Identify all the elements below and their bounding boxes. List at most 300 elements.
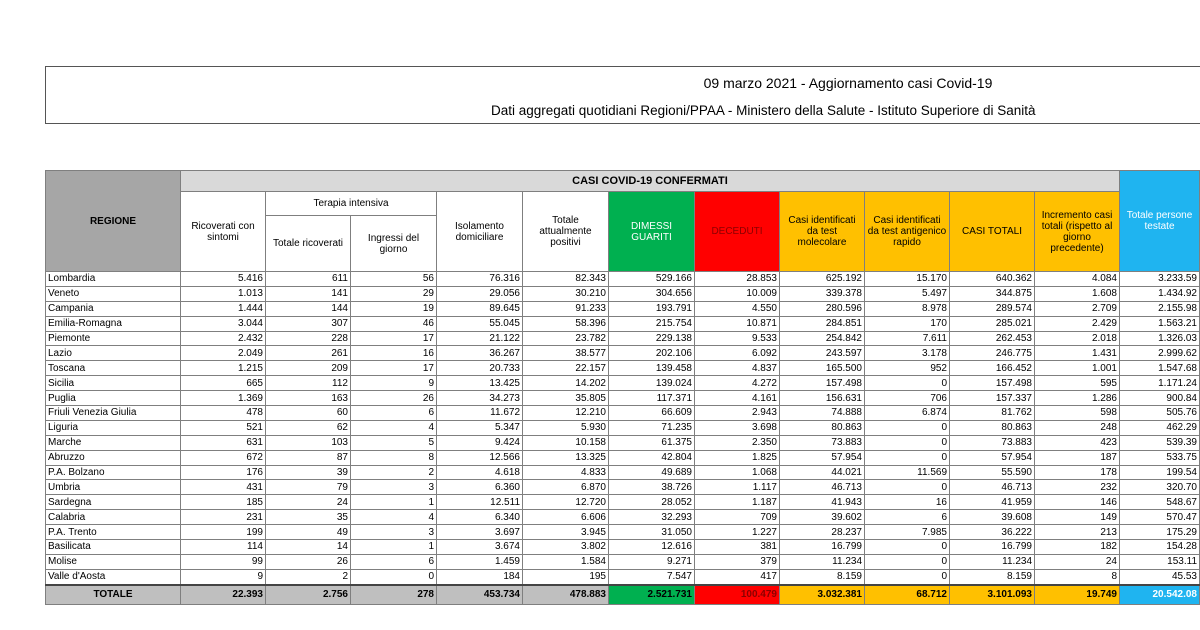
table-cell: 35: [266, 510, 351, 525]
header-antigenico: Casi identificati da test antigenico rapido: [865, 192, 950, 272]
table-row: [46, 301, 1200, 316]
table-cell: 87: [266, 450, 351, 465]
table-row: [46, 361, 1200, 376]
table-cell: 34.273: [437, 391, 523, 406]
table-cell: 1.171.24: [1120, 376, 1200, 391]
table-cell: 1.563.21: [1120, 316, 1200, 331]
table-cell: 46.713: [780, 480, 865, 495]
table-cell: 4.161: [695, 391, 780, 406]
table-cell: 15.170: [865, 272, 950, 287]
table-cell: 8: [1035, 569, 1120, 584]
table-cell: 28.237: [780, 525, 865, 540]
table-cell: 539.39: [1120, 435, 1200, 450]
table-cell: 215.754: [609, 316, 695, 331]
table-cell: 229.138: [609, 331, 695, 346]
table-cell: 154.28: [1120, 540, 1200, 555]
region-name: Friuli Venezia Giulia: [46, 406, 181, 421]
total-cell: 2.756: [266, 585, 351, 605]
table-cell: 631: [181, 435, 266, 450]
table-cell: 57.954: [950, 450, 1035, 465]
table-cell: 89.645: [437, 301, 523, 316]
table-cell: 20.733: [437, 361, 523, 376]
table-cell: 56: [351, 272, 437, 287]
table-cell: 505.76: [1120, 406, 1200, 421]
table-row: [46, 286, 1200, 301]
table-row: [46, 495, 1200, 510]
table-row: [46, 406, 1200, 421]
table-cell: 0: [865, 569, 950, 584]
table-cell: 665: [181, 376, 266, 391]
table-cell: 6: [351, 554, 437, 569]
table-row: [46, 540, 1200, 555]
total-cell: 2.521.731: [609, 585, 695, 605]
table-cell: 57.954: [780, 450, 865, 465]
table-cell: 11.569: [865, 465, 950, 480]
table-cell: 0: [351, 569, 437, 584]
table-cell: 1.068: [695, 465, 780, 480]
table-cell: 79: [266, 480, 351, 495]
table-cell: 157.337: [950, 391, 1035, 406]
header-casi-confermati: CASI COVID-19 CONFERMATI: [181, 171, 1120, 192]
region-name: Valle d'Aosta: [46, 569, 181, 584]
total-cell: 19.749: [1035, 585, 1120, 605]
table-cell: 339.378: [780, 286, 865, 301]
table-cell: 431: [181, 480, 266, 495]
table-cell: 417: [695, 569, 780, 584]
table-cell: 4.084: [1035, 272, 1120, 287]
table-row: [46, 480, 1200, 495]
table-cell: 13.425: [437, 376, 523, 391]
table-cell: 73.883: [780, 435, 865, 450]
total-label: TOTALE: [46, 585, 181, 605]
table-cell: 81.762: [950, 406, 1035, 421]
table-cell: 16: [351, 346, 437, 361]
table-cell: 175.29: [1120, 525, 1200, 540]
table-cell: 112: [266, 376, 351, 391]
table-cell: 82.343: [523, 272, 609, 287]
table-cell: 99: [181, 554, 266, 569]
table-cell: 3: [351, 525, 437, 540]
table-cell: 10.158: [523, 435, 609, 450]
total-cell: 20.542.08: [1120, 585, 1200, 605]
table-cell: 672: [181, 450, 266, 465]
table-cell: 46.713: [950, 480, 1035, 495]
table-cell: 17: [351, 331, 437, 346]
table-cell: 176: [181, 465, 266, 480]
table-cell: 1.547.68: [1120, 361, 1200, 376]
table-row: [46, 346, 1200, 361]
table-row: [46, 525, 1200, 540]
table-cell: 4: [351, 420, 437, 435]
header-ricoverati: Ricoverati con sintomi: [181, 192, 266, 272]
table-cell: 11.234: [950, 554, 1035, 569]
table-cell: 16.799: [780, 540, 865, 555]
total-cell: 3.101.093: [950, 585, 1035, 605]
table-cell: 5: [351, 435, 437, 450]
table-cell: 1.001: [1035, 361, 1120, 376]
table-cell: 29.056: [437, 286, 523, 301]
table-cell: 0: [865, 480, 950, 495]
table-cell: 38.577: [523, 346, 609, 361]
table-cell: 61.375: [609, 435, 695, 450]
table-cell: 285.021: [950, 316, 1035, 331]
table-row: [46, 450, 1200, 465]
table-cell: 611: [266, 272, 351, 287]
total-cell: 68.712: [865, 585, 950, 605]
table-cell: 1.444: [181, 301, 266, 316]
region-name: Abruzzo: [46, 450, 181, 465]
table-cell: 76.316: [437, 272, 523, 287]
table-cell: 2.943: [695, 406, 780, 421]
table-cell: 952: [865, 361, 950, 376]
table-cell: 44.021: [780, 465, 865, 480]
table-cell: 3.945: [523, 525, 609, 540]
table-cell: 625.192: [780, 272, 865, 287]
table-cell: 8.159: [780, 569, 865, 584]
table-cell: 6.092: [695, 346, 780, 361]
table-cell: 344.875: [950, 286, 1035, 301]
table-cell: 21.122: [437, 331, 523, 346]
region-name: Toscana: [46, 361, 181, 376]
table-cell: 1.326.03: [1120, 331, 1200, 346]
table-cell: 13.325: [523, 450, 609, 465]
total-row: [46, 585, 1200, 605]
table-cell: 5.416: [181, 272, 266, 287]
table-cell: 1.215: [181, 361, 266, 376]
table-cell: 379: [695, 554, 780, 569]
table-row: [46, 272, 1200, 287]
table-cell: 16.799: [950, 540, 1035, 555]
table-cell: 2: [351, 465, 437, 480]
table-cell: 178: [1035, 465, 1120, 480]
table-cell: 1: [351, 540, 437, 555]
table-cell: 39: [266, 465, 351, 480]
table-cell: 709: [695, 510, 780, 525]
table-cell: 1.459: [437, 554, 523, 569]
table-cell: 24: [266, 495, 351, 510]
table-cell: 209: [266, 361, 351, 376]
table-cell: 1: [351, 495, 437, 510]
table-cell: 381: [695, 540, 780, 555]
table-cell: 144: [266, 301, 351, 316]
table-cell: 91.233: [523, 301, 609, 316]
table-cell: 6.360: [437, 480, 523, 495]
total-cell: 22.393: [181, 585, 266, 605]
region-name: Basilicata: [46, 540, 181, 555]
table-row: [46, 554, 1200, 569]
table-cell: 16: [865, 495, 950, 510]
table-cell: 231: [181, 510, 266, 525]
table-cell: 521: [181, 420, 266, 435]
table-cell: 2.432: [181, 331, 266, 346]
table-row: [46, 569, 1200, 584]
table-cell: 6.870: [523, 480, 609, 495]
table-cell: 0: [865, 376, 950, 391]
header-incremento: Incremento casi totali (rispetto al giorno precedente): [1035, 192, 1120, 272]
table-cell: 8.159: [950, 569, 1035, 584]
table-cell: 640.362: [950, 272, 1035, 287]
table-cell: 213: [1035, 525, 1120, 540]
table-cell: 41.943: [780, 495, 865, 510]
table-cell: 9: [351, 376, 437, 391]
table-cell: 146: [1035, 495, 1120, 510]
table-cell: 262.453: [950, 331, 1035, 346]
table-cell: 0: [865, 450, 950, 465]
table-cell: 529.166: [609, 272, 695, 287]
region-name: Molise: [46, 554, 181, 569]
table-cell: 423: [1035, 435, 1120, 450]
table-cell: 289.574: [950, 301, 1035, 316]
table-cell: 42.804: [609, 450, 695, 465]
table-cell: 165.500: [780, 361, 865, 376]
table-cell: 254.842: [780, 331, 865, 346]
header-ti-ingressi: Ingressi del giorno: [351, 216, 437, 272]
region-name: Veneto: [46, 286, 181, 301]
report-header: 09 marzo 2021 - Aggiornamento casi Covid-19 Dati aggregati quotidiani Regioni/PPAA - Ministero della Salute - Istituto Superiore di Sanità: [45, 66, 1200, 124]
table-cell: 103: [266, 435, 351, 450]
table-cell: 28.052: [609, 495, 695, 510]
table-cell: 10.871: [695, 316, 780, 331]
table-cell: 570.47: [1120, 510, 1200, 525]
table-cell: 9.533: [695, 331, 780, 346]
table-cell: 187: [1035, 450, 1120, 465]
region-name: Marche: [46, 435, 181, 450]
table-cell: 2: [266, 569, 351, 584]
table-cell: 3.674: [437, 540, 523, 555]
table-cell: 2.049: [181, 346, 266, 361]
table-cell: 261: [266, 346, 351, 361]
table-cell: 163: [266, 391, 351, 406]
table-cell: 74.888: [780, 406, 865, 421]
table-cell: 202.106: [609, 346, 695, 361]
region-name: Sicilia: [46, 376, 181, 391]
table-cell: 6.874: [865, 406, 950, 421]
header-testate: Totale persone testate: [1120, 171, 1200, 272]
table-cell: 284.851: [780, 316, 865, 331]
table-cell: 9.424: [437, 435, 523, 450]
table-cell: 29: [351, 286, 437, 301]
table-cell: 9: [181, 569, 266, 584]
table-cell: 32.293: [609, 510, 695, 525]
table-cell: 199.54: [1120, 465, 1200, 480]
table-cell: 0: [865, 420, 950, 435]
table-cell: 533.75: [1120, 450, 1200, 465]
table-cell: 1.013: [181, 286, 266, 301]
table-cell: 6.340: [437, 510, 523, 525]
table-cell: 156.631: [780, 391, 865, 406]
table-cell: 6.606: [523, 510, 609, 525]
header-regione: REGIONE: [46, 171, 181, 272]
table-cell: 462.29: [1120, 420, 1200, 435]
header-dimessi: DIMESSI GUARITI: [609, 192, 695, 272]
table-cell: 3.802: [523, 540, 609, 555]
table-cell: 280.596: [780, 301, 865, 316]
table-cell: 71.235: [609, 420, 695, 435]
table-cell: 1.825: [695, 450, 780, 465]
table-row: [46, 331, 1200, 346]
table-cell: 12.511: [437, 495, 523, 510]
table-row: [46, 510, 1200, 525]
table-row: [46, 391, 1200, 406]
table-cell: 4.837: [695, 361, 780, 376]
table-cell: 170: [865, 316, 950, 331]
table-cell: 39.608: [950, 510, 1035, 525]
table-cell: 80.863: [780, 420, 865, 435]
table-cell: 1.434.92: [1120, 286, 1200, 301]
table-cell: 23.782: [523, 331, 609, 346]
table-cell: 4.618: [437, 465, 523, 480]
table-cell: 195: [523, 569, 609, 584]
table-cell: 19: [351, 301, 437, 316]
table-cell: 141: [266, 286, 351, 301]
header-molecolare: Casi identificati da test molecolare: [780, 192, 865, 272]
region-name: Lazio: [46, 346, 181, 361]
table-cell: 6: [865, 510, 950, 525]
region-name: Sardegna: [46, 495, 181, 510]
header-isolamento: Isolamento domiciliare: [437, 192, 523, 272]
table-cell: 3.233.59: [1120, 272, 1200, 287]
table-cell: 1.431: [1035, 346, 1120, 361]
header-casi-totali: CASI TOTALI: [950, 192, 1035, 272]
table-cell: 17: [351, 361, 437, 376]
table-row: [46, 376, 1200, 391]
table-cell: 598: [1035, 406, 1120, 421]
table-cell: 185: [181, 495, 266, 510]
table-cell: 900.84: [1120, 391, 1200, 406]
table-cell: 157.498: [950, 376, 1035, 391]
table-cell: 38.726: [609, 480, 695, 495]
table-cell: 4: [351, 510, 437, 525]
table-cell: 114: [181, 540, 266, 555]
table-cell: 0: [865, 435, 950, 450]
table-cell: 26: [351, 391, 437, 406]
table-cell: 55.045: [437, 316, 523, 331]
table-cell: 149: [1035, 510, 1120, 525]
table-cell: 66.609: [609, 406, 695, 421]
table-cell: 1.227: [695, 525, 780, 540]
table-cell: 5.347: [437, 420, 523, 435]
region-name: Puglia: [46, 391, 181, 406]
table-cell: 3.698: [695, 420, 780, 435]
table-cell: 36.267: [437, 346, 523, 361]
table-cell: 139.024: [609, 376, 695, 391]
table-cell: 35.805: [523, 391, 609, 406]
header-deceduti: DECEDUTI: [695, 192, 780, 272]
table-cell: 12.210: [523, 406, 609, 421]
table-cell: 3.697: [437, 525, 523, 540]
region-name: P.A. Trento: [46, 525, 181, 540]
region-name: Liguria: [46, 420, 181, 435]
table-row: [46, 465, 1200, 480]
total-cell: 453.734: [437, 585, 523, 605]
total-cell: 100.479: [695, 585, 780, 605]
table-cell: 4.550: [695, 301, 780, 316]
table-cell: 2.155.98: [1120, 301, 1200, 316]
table-cell: 62: [266, 420, 351, 435]
region-name: Calabria: [46, 510, 181, 525]
table-cell: 80.863: [950, 420, 1035, 435]
table-cell: 26: [266, 554, 351, 569]
table-cell: 2.018: [1035, 331, 1120, 346]
table-cell: 24: [1035, 554, 1120, 569]
table-cell: 1.369: [181, 391, 266, 406]
table-cell: 11.672: [437, 406, 523, 421]
table-cell: 9.271: [609, 554, 695, 569]
table-cell: 28.853: [695, 272, 780, 287]
table-cell: 46: [351, 316, 437, 331]
region-name: Piemonte: [46, 331, 181, 346]
table-cell: 45.53: [1120, 569, 1200, 584]
table-cell: 58.396: [523, 316, 609, 331]
table-cell: 1.117: [695, 480, 780, 495]
total-cell: 478.883: [523, 585, 609, 605]
table-cell: 595: [1035, 376, 1120, 391]
table-cell: 232: [1035, 480, 1120, 495]
table-cell: 3: [351, 480, 437, 495]
table-cell: 166.452: [950, 361, 1035, 376]
table-cell: 22.157: [523, 361, 609, 376]
table-cell: 2.709: [1035, 301, 1120, 316]
region-name: Campania: [46, 301, 181, 316]
table-cell: 49.689: [609, 465, 695, 480]
table-cell: 243.597: [780, 346, 865, 361]
table-cell: 41.959: [950, 495, 1035, 510]
table-cell: 199: [181, 525, 266, 540]
table-cell: 153.11: [1120, 554, 1200, 569]
table-cell: 14: [266, 540, 351, 555]
table-cell: 8: [351, 450, 437, 465]
table-cell: 193.791: [609, 301, 695, 316]
table-cell: 307: [266, 316, 351, 331]
table-row: [46, 435, 1200, 450]
table-cell: 304.656: [609, 286, 695, 301]
table-cell: 1.608: [1035, 286, 1120, 301]
table-cell: 4.833: [523, 465, 609, 480]
table-cell: 1.584: [523, 554, 609, 569]
header-ti-totale: Totale ricoverati: [266, 216, 351, 272]
table-cell: 184: [437, 569, 523, 584]
table-cell: 320.70: [1120, 480, 1200, 495]
total-cell: 3.032.381: [780, 585, 865, 605]
table-cell: 14.202: [523, 376, 609, 391]
table-cell: 3.044: [181, 316, 266, 331]
table-cell: 548.67: [1120, 495, 1200, 510]
table-cell: 706: [865, 391, 950, 406]
table-cell: 73.883: [950, 435, 1035, 450]
table-cell: 0: [865, 540, 950, 555]
region-name: Lombardia: [46, 272, 181, 287]
table-cell: 2.350: [695, 435, 780, 450]
header-positivi: Totale attualmente positivi: [523, 192, 609, 272]
table-cell: 49: [266, 525, 351, 540]
table-cell: 1.286: [1035, 391, 1120, 406]
table-cell: 117.371: [609, 391, 695, 406]
total-cell: 278: [351, 585, 437, 605]
table-cell: 7.985: [865, 525, 950, 540]
table-cell: 1.187: [695, 495, 780, 510]
region-name: P.A. Bolzano: [46, 465, 181, 480]
region-name: Umbria: [46, 480, 181, 495]
table-cell: 157.498: [780, 376, 865, 391]
report-title: 09 marzo 2021 - Aggiornamento casi Covid-19: [703, 75, 993, 91]
table-cell: 31.050: [609, 525, 695, 540]
table-cell: 3.178: [865, 346, 950, 361]
region-name: Emilia-Romagna: [46, 316, 181, 331]
table-cell: 7.611: [865, 331, 950, 346]
table-cell: 478: [181, 406, 266, 421]
table-cell: 5.497: [865, 286, 950, 301]
table-cell: 55.590: [950, 465, 1035, 480]
